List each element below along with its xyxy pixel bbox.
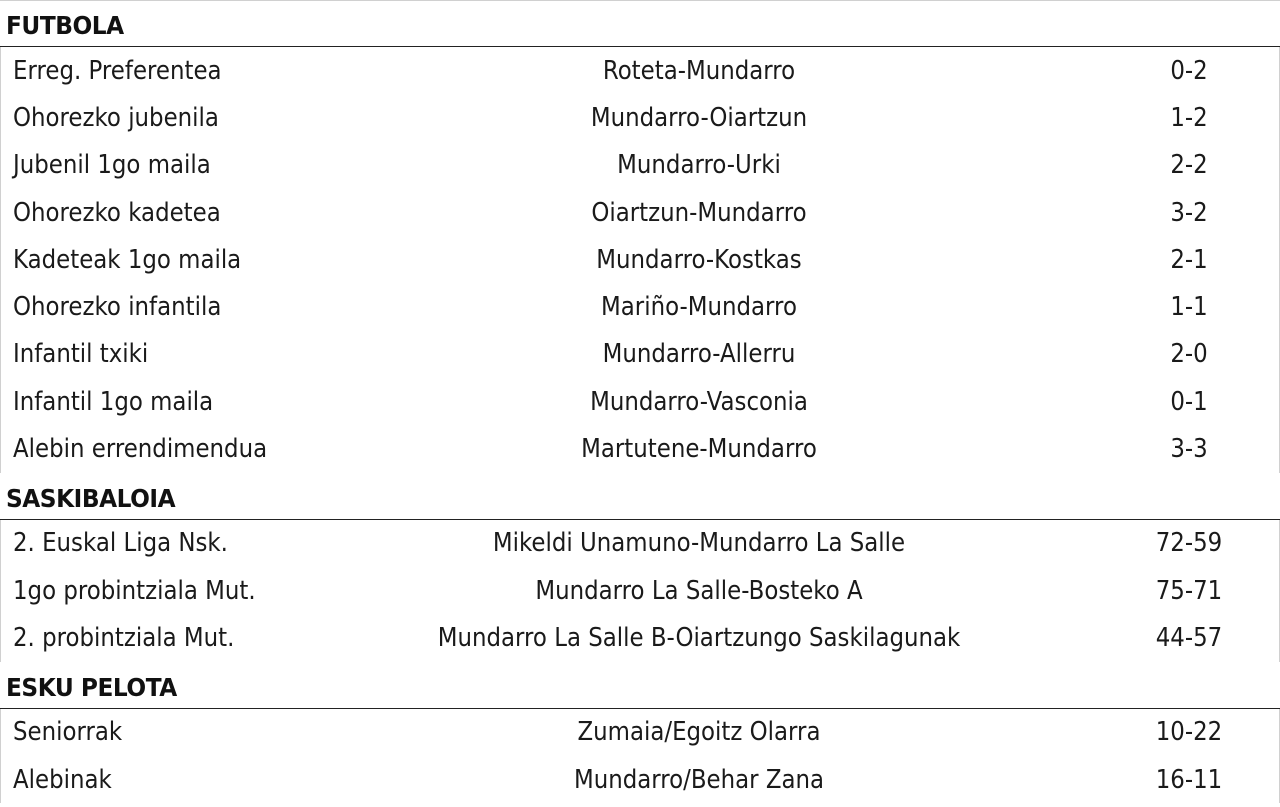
results-list <box>0 709 1280 804</box>
score-cell: 3-3 <box>1170 434 1208 465</box>
score-cell: 0-2 <box>1170 55 1208 86</box>
score-cell: 1-2 <box>1170 102 1208 133</box>
match-cell: Mundarro/Behar Zana <box>573 764 825 795</box>
category-cell: 1go probintziala Mut. <box>13 575 256 606</box>
match-cell: Mundarro La Salle-Bosteko A <box>535 575 863 606</box>
category-cell: Alebin errendimendua <box>13 434 268 465</box>
table-row <box>1 331 1279 378</box>
score-cell: 16-11 <box>1155 764 1223 795</box>
table-row <box>1 567 1279 614</box>
table-row <box>1 709 1279 756</box>
section-hand-pelota <box>0 662 1280 804</box>
table-row <box>1 520 1279 567</box>
section-header <box>0 662 1280 709</box>
match-cell: Mundarro-Vasconia <box>590 386 808 417</box>
table-row <box>1 283 1279 330</box>
table-row <box>1 236 1279 283</box>
category-cell: Ohorezko jubenila <box>13 102 219 133</box>
category-cell: Ohorezko infantila <box>13 292 222 323</box>
score-cell: 2-0 <box>1170 339 1208 370</box>
category-cell: Jubenil 1go maila <box>13 150 211 181</box>
score-cell: 75-71 <box>1155 575 1223 606</box>
score-cell: 2-2 <box>1170 150 1208 181</box>
score-cell: 0-1 <box>1170 386 1208 417</box>
table-row <box>1 614 1279 661</box>
category-cell: 2. Euskal Liga Nsk. <box>13 528 228 559</box>
section-title: FUTBOLA <box>6 11 124 40</box>
match-cell: Mundarro La Salle B-Oiartzungo Saskilagunak <box>437 622 961 653</box>
section-basketball <box>0 473 1280 662</box>
results-list <box>0 47 1280 473</box>
match-cell: Mikeldi Unamuno-Mundarro La Salle <box>492 528 906 559</box>
category-cell: Seniorrak <box>13 717 123 748</box>
table-row <box>1 47 1279 94</box>
section-header <box>0 473 1280 520</box>
table-row <box>1 425 1279 472</box>
section-title: SASKIBALOIA <box>6 483 176 513</box>
table-row <box>1 94 1279 141</box>
results-list <box>0 520 1280 662</box>
match-cell: Mundarro-Allerru <box>602 339 796 370</box>
category-cell: Alebinak <box>13 764 112 795</box>
score-cell: 44-57 <box>1155 622 1223 653</box>
match-cell: Oiartzun-Mundarro <box>591 197 807 228</box>
score-cell: 72-59 <box>1155 528 1223 559</box>
match-cell: Mariño-Mundarro <box>601 292 797 323</box>
match-cell: Mundarro-Urki <box>617 150 781 181</box>
match-cell: Mundarro-Kostkas <box>596 244 802 275</box>
table-row <box>1 378 1279 425</box>
match-cell: Roteta-Mundarro <box>602 55 796 86</box>
table-row <box>1 189 1279 236</box>
score-cell: 1-1 <box>1170 292 1208 323</box>
score-cell: 2-1 <box>1170 244 1208 275</box>
table-row <box>1 142 1279 189</box>
category-cell: Infantil 1go maila <box>13 386 214 417</box>
category-cell: Ohorezko kadetea <box>13 197 221 228</box>
category-cell: Kadeteak 1go maila <box>13 244 242 275</box>
match-cell: Mundarro-Oiartzun <box>590 102 808 133</box>
score-cell: 10-22 <box>1155 717 1223 748</box>
match-cell: Martutene-Mundarro <box>581 434 817 465</box>
category-cell: Erreg. Preferentea <box>13 55 222 86</box>
section-football <box>0 1 1280 473</box>
category-cell: 2. probintziala Mut. <box>13 622 235 653</box>
match-cell: Zumaia/Egoitz Olarra <box>577 717 821 748</box>
category-cell: Infantil txiki <box>13 339 149 370</box>
section-header <box>0 1 1280 47</box>
score-cell: 3-2 <box>1170 197 1208 228</box>
table-row <box>1 756 1279 803</box>
section-title: ESKU PELOTA <box>6 672 177 702</box>
